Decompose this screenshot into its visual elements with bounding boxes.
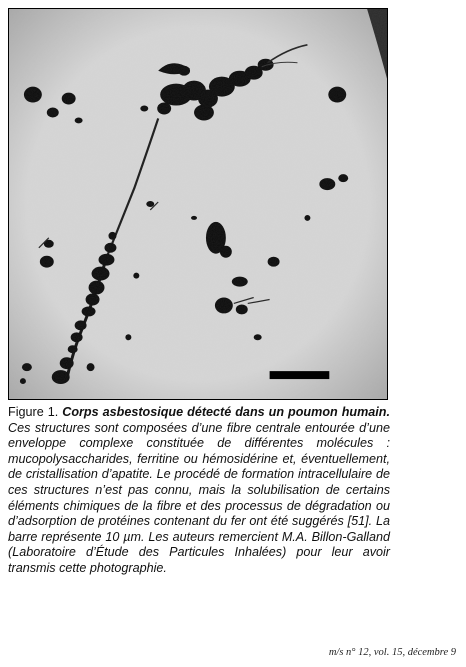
scale-bar [270,371,330,379]
figure-label: Figure 1. [8,405,59,419]
micrograph-svg [9,9,387,399]
journal-citation: m/s n° 12, vol. 15, décembre 9 [328,647,456,658]
micrograph-image [8,8,388,400]
figure-title: Corps asbestosique détecté dans un poumon humain. [62,405,390,419]
figure-description: Ces structures sont composées d’une fibre centrale entourée d’une enveloppe complexe constituée de différentes molécules : mucopolysaccharides, ferritine ou hémosidérine et, éventuellement, de cristallisation d’apatite. Le procédé de formation intracellulaire de ces structures n’est pas connu, mais la solubilisation de certains éléments chimiques de la fibre et des processus de dégradation ou d’adsorption de protéines contenant du fer ont été suggérés [51]. La barre représente 10 µm. Les auteurs remercient M.A. Billon-Galland (Laboratoire d’Étude des Particules Inhalées) pour leur avoir transmis cette photographie. [8,420,390,575]
figure-caption [8,405,390,577]
